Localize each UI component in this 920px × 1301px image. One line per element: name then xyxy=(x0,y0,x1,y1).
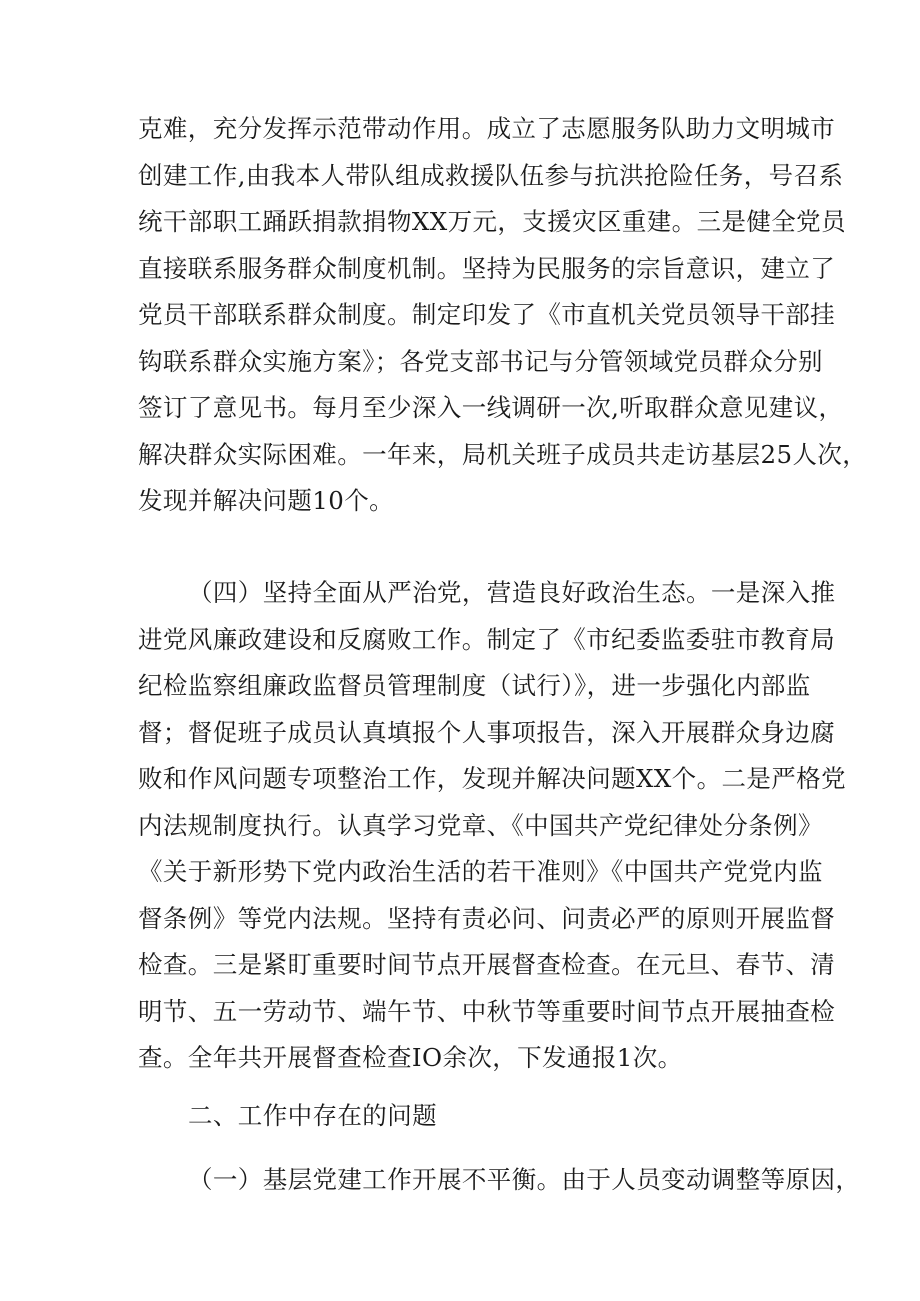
text-line: 督；督促班子成员认真填报个人事项报告，深入开展群众身边腐 xyxy=(138,717,836,747)
text-line: 签订了意见书。每月至少深入一线调研一次,听取群众意见建议， xyxy=(138,393,844,422)
text-line: 克难，充分发挥示范带动作用。成立了志愿服务队助力文明城市 xyxy=(138,114,836,143)
body-paragraph xyxy=(138,106,868,525)
text-line: （一）基层党建工作开展不平衡。由于人员变动调整等原因， xyxy=(188,1165,861,1194)
text-line: 督条例》等党内法规。坚持有责必问、问责必严的原则开展监督 xyxy=(138,903,836,933)
text-line: 纪检监察组廉政监督员管理制度（试行）》，进一步强化内部监 xyxy=(138,671,811,700)
text-line: 直接联系服务群众制度机制。坚持为民服务的宗旨意识，建立了 xyxy=(138,253,836,283)
text-line: 《关于新形势下党内政治生活的若干准则》《中国共产党党内监 xyxy=(138,857,823,886)
text-line: 创建工作,由我本人带队组成救援队伍参与抗洪抢险任务，号召系 xyxy=(138,160,844,190)
section-heading xyxy=(138,1093,798,1140)
text-line: 进党风廉政建设和反腐败工作。制定了《市纪委监委驻市教育局 xyxy=(138,624,836,654)
text-line: 明节、五一劳动节、端午节、中秋节等重要时间节点开展抽查检 xyxy=(138,996,836,1026)
text-line: 统干部职工踊跃捐款捐物XX万元，支援灾区重建。三是健全党员 xyxy=(138,207,846,236)
text-line: 检查。三是紧盯重要时间节点开展督查检查。在元旦、春节、清 xyxy=(138,950,836,979)
heading-text: 二、工作中存在的问题 xyxy=(188,1101,437,1130)
text-line: 钩联系群众实施方案》；各党支部书记与分管领域党员群众分别 xyxy=(138,346,823,376)
text-line: 内法规制度执行。认真学习党章、《中国共产党纪律处分条例》 xyxy=(138,810,823,840)
text-line: 党员干部联系群众制度。制定印发了《市直机关党员领导干部挂 xyxy=(138,300,836,329)
body-paragraph-issue-1 xyxy=(138,1157,861,1204)
text-line: 败和作风问题专项整治工作，发现并解决问题XX个。二是严格党 xyxy=(138,764,846,793)
text-line: 解决群众实际困难。一年来，局机关班子成员共走访基层25人次， xyxy=(138,439,868,469)
text-line: （四）坚持全面从严治党，营造良好政治生态。一是深入推 xyxy=(188,578,836,607)
text-line: 发现并解决问题10个。 xyxy=(138,486,395,515)
body-paragraph-section-4 xyxy=(138,570,846,1082)
text-line: 查。全年共开展督查检查IO余次，下发通报1次。 xyxy=(138,1043,683,1072)
